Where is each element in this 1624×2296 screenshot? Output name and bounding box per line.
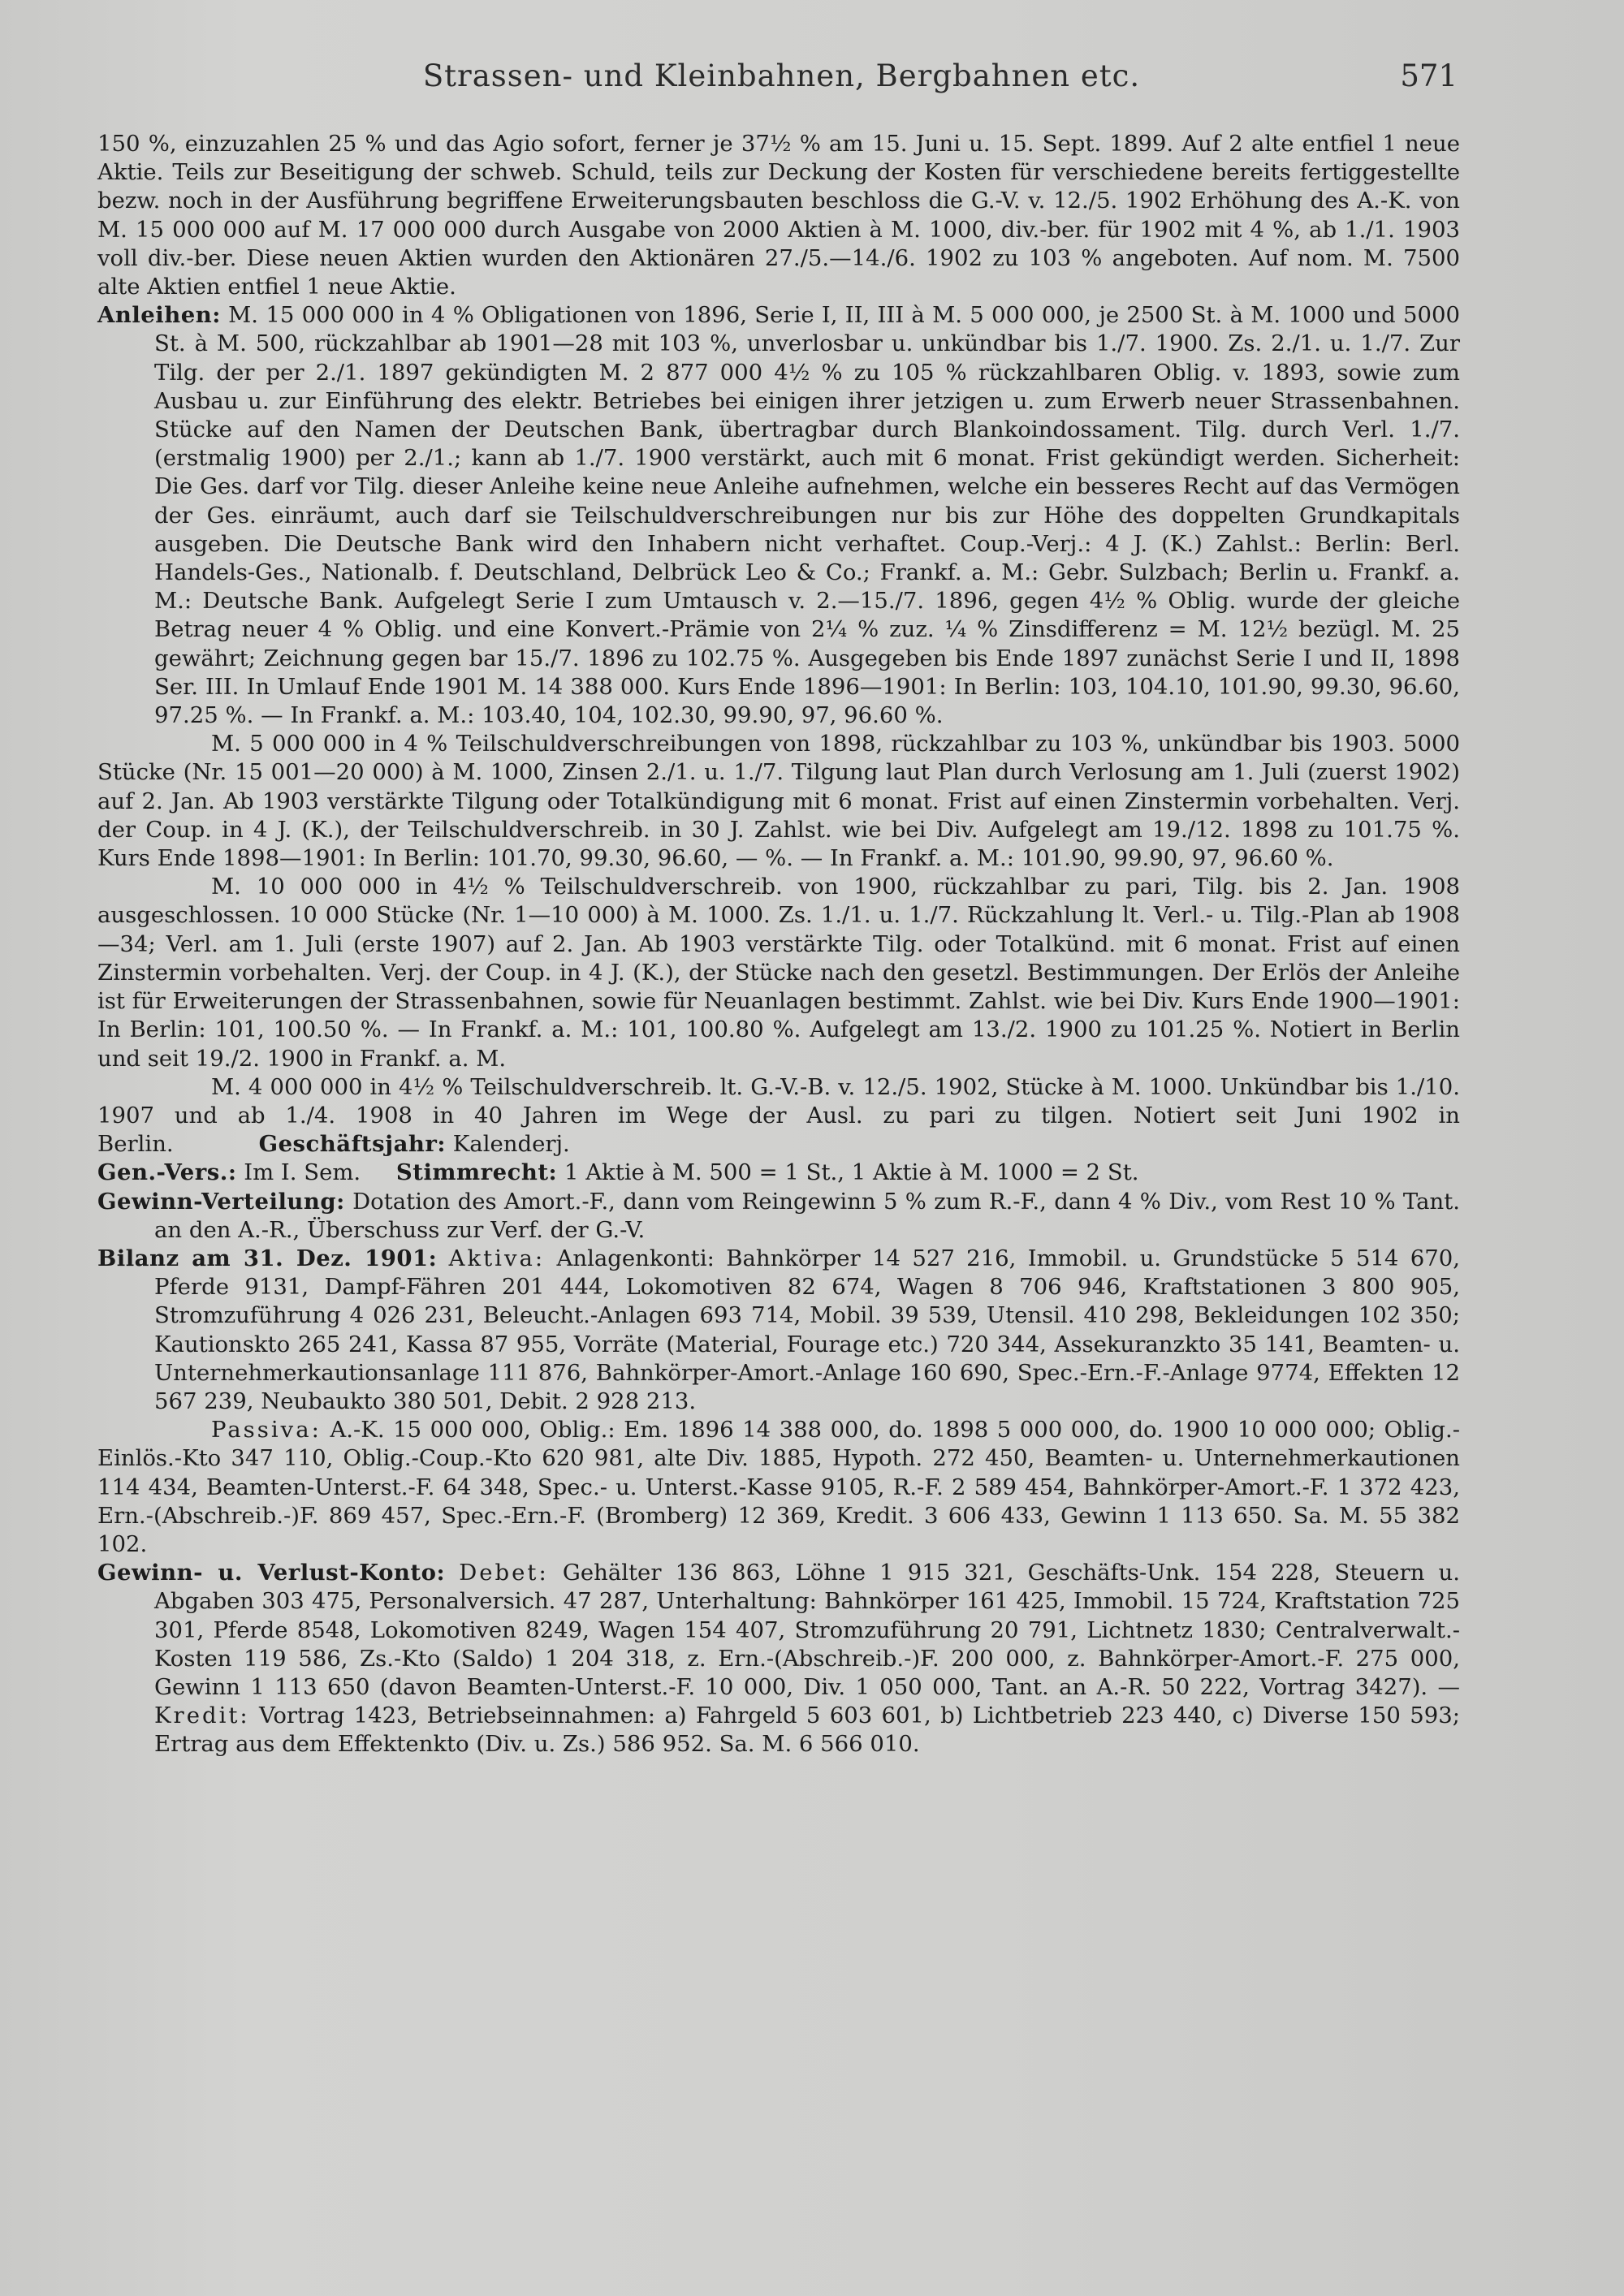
paragraph-gewinn-verteilung	[97, 1188, 1460, 1245]
section-label-bilanz: Bilanz am 31. Dez. 1901:	[97, 1245, 438, 1271]
paragraph-bilanz	[97, 1245, 1460, 1416]
aktiva-label: Aktiva:	[448, 1245, 546, 1271]
section-label-geschaeftsjahr: Geschäftsjahr:	[258, 1131, 447, 1158]
paragraph-guv	[97, 1559, 1460, 1759]
paragraph-passiva	[97, 1416, 1460, 1559]
paragraph-gen-vers	[97, 1159, 1460, 1187]
kredit-text: Vortrag 1423, Betriebseinnahmen: a) Fahrgeld 5 603 601, b) Lichtbetrieb 223 440, c) Diverse 150 593; Ertrag aus dem Effektenkto (Div. u. Zs.) 586 952. Sa. M. 6 566 010.	[154, 1703, 1461, 1758]
kredit-label: Kredit:	[154, 1703, 250, 1729]
bond-1902-text: M. 4 000 000 in 4½ % Teilschuldverschreib. lt. G.-V.-B. v. 12./5. 1902, Stücke à M. 1000. Unkündbar bis 1./10. 1907 und ab 1./4. 1908 in 40 Jahren im Wege der Ausl. zu pari zu tilgen. Notiert seit Juni 1902 in Berlin.	[97, 1073, 1460, 1158]
gewinn-verteilung-text: Dotation des Amort.-F., dann vom Reingewinn 5 % zum R.-F., dann 4 % Div., vom Rest 10 % Tant. an den A.-R., Überschuss zur Verf. der G.-V.	[154, 1188, 1461, 1243]
stimmrecht-text: 1 Aktie à M. 500 = 1 St., 1 Aktie à M. 1000 = 2 St.	[564, 1159, 1139, 1186]
section-label-anleihen: Anleihen:	[97, 302, 221, 329]
aktiva-text: Anlagenkonti: Bahnkörper 14 527 216, Immobil. u. Grundstücke 5 514 670, Pferde 9131, Dampf-Fähren 201 444, Lokomotiven 82 674, Wagen 8 706 946, Kraftstationen 3 800 905, Stromzuführung 4 026 231, Beleucht.-Anlagen 693 714, Mobil. 39 539, Utensil. 410 298, Bekleidungen 102 350; Kautionskto 265 241, Kassa 87 955, Vorräte (Material, Fourage etc.) 720 344, Assekuranzkto 35 141, Beamten- u. Unternehmerkautionsanlage 111 876, Bahnkörper-Amort.-Anlage 160 690, Spec.-Ern.-F.-Anlage 9774, Effekten 12 567 239, Neubaukto 380 501, Debit. 2 928 213.	[154, 1245, 1460, 1414]
passiva-label: Passiva:	[211, 1417, 322, 1444]
gen-vers-text: Im I. Sem.	[244, 1159, 361, 1186]
section-label-gewinn-verteilung: Gewinn-Verteilung:	[97, 1188, 345, 1215]
passiva-text: A.-K. 15 000 000, Oblig.: Em. 1896 14 388 000, do. 1898 5 000 000, do. 1900 10 000 000; Oblig.-Einlös.-Kto 347 110, Oblig.-Coup.-Kto 620 981, alte Div. 1885, Hypoth. 272 450, Beamten- u. Unternehmerkautionen 114 434, Beamten-Unterst.-F. 64 348, Spec.- u. Unterst.-Kasse 9105, R.-F. 2 589 454, Bahnkörper-Amort.-F. 1 372 423, Ern.-(Abschreib.-)F. 869 457, Spec.-Ern.-F. (Bromberg) 12 369, Kredit. 3 606 433, Gewinn 1 113 650. Sa. M. 55 382 102.	[97, 1417, 1460, 1557]
section-label-gen-vers: Gen.-Vers.:	[97, 1159, 237, 1186]
paragraph-bond-1902	[97, 1073, 1460, 1159]
debet-text: Gehälter 136 863, Löhne 1 915 321, Geschäfts-Unk. 154 228, Steuern u. Abgaben 303 475, Personalversich. 47 287, Unterhaltung: Bahnkörper 161 425, Immobil. 15 724, Kraftstation 725 301, Pferde 8548, Lokomotiven 8249, Wagen 154 407, Stromzuführung 20 791, Lichtnetz 1830; Centralverwalt.-Kosten 119 586, Zs.-Kto (Saldo) 1 204 318, z. Ern.-(Abschreib.-)F. 200 000, z. Bahnkörper-Amort.-F. 275 000, Gewinn 1 113 650 (davon Beamten-Unterst.-F. 10 000, Div. 1 050 000, Tant. an A.-R. 50 222, Vortrag 3427). —	[154, 1560, 1460, 1700]
section-label-guv: Gewinn- u. Verlust-Konto:	[97, 1560, 446, 1586]
text-body	[97, 130, 1460, 1759]
paragraph-bond-1898: M. 5 000 000 in 4 % Teilschuldverschreibungen von 1898, rückzahlbar zu 103 %, unkündbar bis 1903. 5000 Stücke (Nr. 15 001—20 000) à M. 1000, Zinsen 2./1. u. 1./7. Tilgung laut Plan durch Verlosung am 1. Juli (zuerst 1902) auf 2. Jan. Ab 1903 verstärkte Tilgung oder Totalkündigung mit 6 monat. Frist auf einen Zinstermin vorbehalten. Verj. der Coup. in 4 J. (K.), der Teilschuldverschreib. in 30 J. Zahlst. wie bei Div. Aufgelegt am 19./12. 1898 zu 101.75 %. Kurs Ende 1898—1901: In Berlin: 101.70, 99.30, 96.60, — %. — In Frankf. a. M.: 101.90, 99.90, 97, 96.60 %.	[97, 731, 1460, 872]
running-head: Strassen- und Kleinbahnen, Bergbahnen etc.	[422, 58, 1141, 93]
paragraph-anleihen	[97, 301, 1460, 730]
section-label-stimmrecht: Stimmrecht:	[395, 1159, 558, 1186]
debet-label: Debet:	[459, 1560, 549, 1586]
page-header	[106, 58, 1458, 104]
anleihen-text: M. 15 000 000 in 4 % Obligationen von 1896, Serie I, II, III à M. 5 000 000, je 2500 St. à M. 1000 und 5000 St. à M. 500, rückzahlbar ab 1901—28 mit 103 %, unverlosbar u. unkündbar bis 1./7. 1900. Zs. 2./1. u. 1./7. Zur Tilg. der per 2./1. 1897 gekündigten M. 2 877 000 4½ % zu 105 % rückzahlbaren Oblig. v. 1893, sowie zum Ausbau u. zur Einführung des elektr. Betriebes bei einigen ihrer jetzigen u. zum Erwerb neuer Strassenbahnen. Stücke auf den Namen der Deutschen Bank, übertragbar durch Blankoindossament. Tilg. durch Verl. 1./7. (erstmalig 1900) per 2./1.; kann ab 1./7. 1900 verstärkt, auch mit 6 monat. Frist gekündigt werden. Sicherheit: Die Ges. darf vor Tilg. dieser Anleihe keine neue Anleihe aufnehmen, welche ein besseres Recht auf das Vermögen der Ges. einräumt, auch darf sie Teilschuldverschreibungen nur bis zur Höhe des doppelten Grundkapitals ausgeben. Die Deutsche Bank wird den Inhabern nicht verhaftet. Coup.-Verj.: 4 J. (K.) Zahlst.: Berlin: Berl. Handels-Ges., Nationalb. f. Deutschland, Delbrück Leo & Co.; Frankf. a. M.: Gebr. Sulzbach; Berlin u. Frankf. a. M.: Deutsche Bank. Aufgelegt Serie I zum Umtausch v. 2.—15./7. 1896, gegen 4½ % Oblig. wurde der gleiche Betrag neuer 4 % Oblig. und eine Konvert.-Prämie von 2¼ % zuz. ¼ % Zinsdifferenz = M. 12½ bezügl. M. 25 gewährt; Zeichnung gegen bar 15./7. 1896 zu 102.75 %. Ausgegeben bis Ende 1897 zunächst Serie I und II, 1898 Ser. III. In Umlauf Ende 1901 M. 14 388 000. Kurs Ende 1896—1901: In Berlin: 103, 104.10, 101.90, 99.30, 96.60, 97.25 %. — In Frankf. a. M.: 103.40, 104, 102.30, 99.90, 97, 96.60 %.	[154, 302, 1460, 729]
paragraph-bond-1900: M. 10 000 000 in 4½ % Teilschuldverschreib. von 1900, rückzahlbar zu pari, Tilg. bis 2. Jan. 1908 ausgeschlossen. 10 000 Stücke (Nr. 1—10 000) à M. 1000. Zs. 1./1. u. 1./7. Rückzahlung lt. Verl.- u. Tilg.-Plan ab 1908—34; Verl. am 1. Juli (erste 1907) auf 2. Jan. Ab 1903 verstärkte Tilg. oder Totalkünd. mit 6 monat. Frist auf einen Zinstermin vorbehalten. Verj. der Coup. in 4 J. (K.), der Stücke nach den gesetzl. Bestimmungen. Der Erlös der Anleihe ist für Erweiterungen der Strassenbahnen, sowie für Neuanlagen bestimmt. Zahlst. wie bei Div. Kurs Ende 1900—1901: In Berlin: 101, 100.50 %. — In Frankf. a. M.: 101, 100.80 %. Aufgelegt am 13./2. 1900 zu 101.25 %. Notiert in Berlin und seit 19./2. 1900 in Frankf. a. M.	[97, 874, 1460, 1072]
paragraph-capital-increase: 150 %, einzuzahlen 25 % und das Agio sofort, ferner je 37½ % am 15. Juni u. 15. Sept. 1899. Auf 2 alte entfiel 1 neue Aktie. Teils zur Beseitigung der schweb. Schuld, teils zur Deckung der Kosten für verschiedene bereits fertiggestellte bezw. noch in der Ausführung begriffene Erweiterungsbauten beschloss die G.-V. v. 12./5. 1902 Erhöhung des A.-K. von M. 15 000 000 auf M. 17 000 000 durch Ausgabe von 2000 Aktien à M. 1000, div.-ber. für 1902 mit 4 %, ab 1./1. 1903 voll div.-ber. Diese neuen Aktien wurden den Aktionären 27./5.—14./6. 1902 zu 103 % angeboten. Auf nom. M. 7500 alte Aktien entfiel 1 neue Aktie.	[97, 131, 1460, 300]
geschaeftsjahr-value: Kalenderj.	[452, 1131, 570, 1158]
page-number: 571	[1400, 58, 1458, 93]
